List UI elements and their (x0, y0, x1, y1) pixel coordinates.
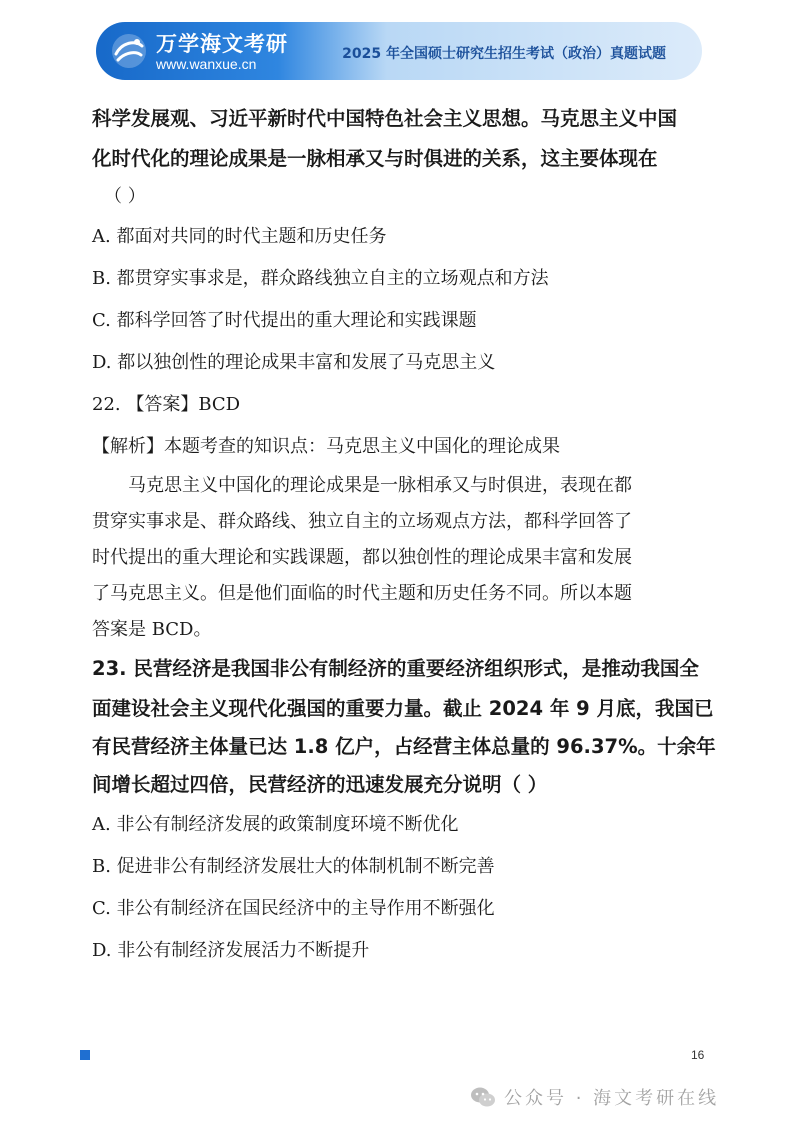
q23-stem-line-3: 有民营经济主体量已达 1.8 亿户，占经营主体总量的 96.37%。十余年 (92, 735, 716, 758)
analysis-line-3: 时代提出的重大理论和实践课题，都以独创性的理论成果丰富和发展 (92, 547, 632, 568)
page-number: 16 (691, 1048, 705, 1062)
q23-option-b: B. 促进非公有制经济发展壮大的体制机制不断完善 (92, 856, 495, 877)
q21-answer-blank: （ ） (104, 186, 146, 207)
q23-option-c: C. 非公有制经济在国民经济中的主导作用不断强化 (92, 898, 495, 919)
page-header-banner (96, 22, 702, 80)
q23-stem-line-4: 间增长超过四倍，民营经济的迅速发展充分说明（ ） (92, 773, 548, 796)
q21-option-d: D. 都以独创性的理论成果丰富和发展了马克思主义 (92, 352, 496, 373)
wechat-icon (470, 1084, 496, 1110)
analysis-title: 【解析】本题考查的知识点：马克思主义中国化的理论成果 (92, 436, 560, 457)
footer-square-marker (80, 1050, 90, 1060)
q23-stem-line-1: 23. 民营经济是我国非公有制经济的重要经济组织形式，是推动我国全 (92, 657, 699, 680)
q23-stem-line-2: 面建设社会主义现代化强国的重要力量。截止 2024 年 9 月底，我国已 (92, 697, 714, 720)
brand-url: www.wanxue.cn (156, 56, 257, 72)
q21-option-a: A. 都面对共同的时代主题和历史任务 (92, 226, 387, 247)
analysis-line-5: 答案是 BCD。 (92, 619, 212, 640)
exam-title: 2025 年全国硕士研究生招生考试（政治）真题试题 (342, 46, 666, 62)
watermark-text: 公众号 · 海文考研在线 (504, 1088, 720, 1109)
q21-stem-line-2: 化时代化的理论成果是一脉相承又与时俱进的关系，这主要体现在 (92, 147, 658, 170)
watermark (470, 1078, 790, 1118)
analysis-line-2: 贯穿实事求是、群众路线、独立自主的立场观点方法，都科学回答了 (92, 511, 632, 532)
q21-option-c: C. 都科学回答了时代提出的重大理论和实践课题 (92, 310, 477, 331)
q21-stem-line-1: 科学发展观、习近平新时代中国特色社会主义思想。马克思主义中国 (92, 107, 678, 130)
analysis-line-1: 马克思主义中国化的理论成果是一脉相承又与时俱进，表现在都 (128, 475, 632, 496)
q21-option-b: B. 都贯穿实事求是，群众路线独立自主的立场观点和方法 (92, 268, 549, 289)
wanxue-logo-icon (110, 32, 148, 70)
brand-name: 万学海文考研 (156, 32, 288, 56)
q23-option-a: A. 非公有制经济发展的政策制度环境不断优化 (92, 814, 459, 835)
answer-22: 22. 【答案】BCD (92, 394, 241, 415)
q23-option-d: D. 非公有制经济发展活力不断提升 (92, 940, 370, 961)
analysis-line-4: 了马克思主义。但是他们面临的时代主题和历史任务不同。所以本题 (92, 583, 632, 604)
document-body (92, 98, 722, 972)
